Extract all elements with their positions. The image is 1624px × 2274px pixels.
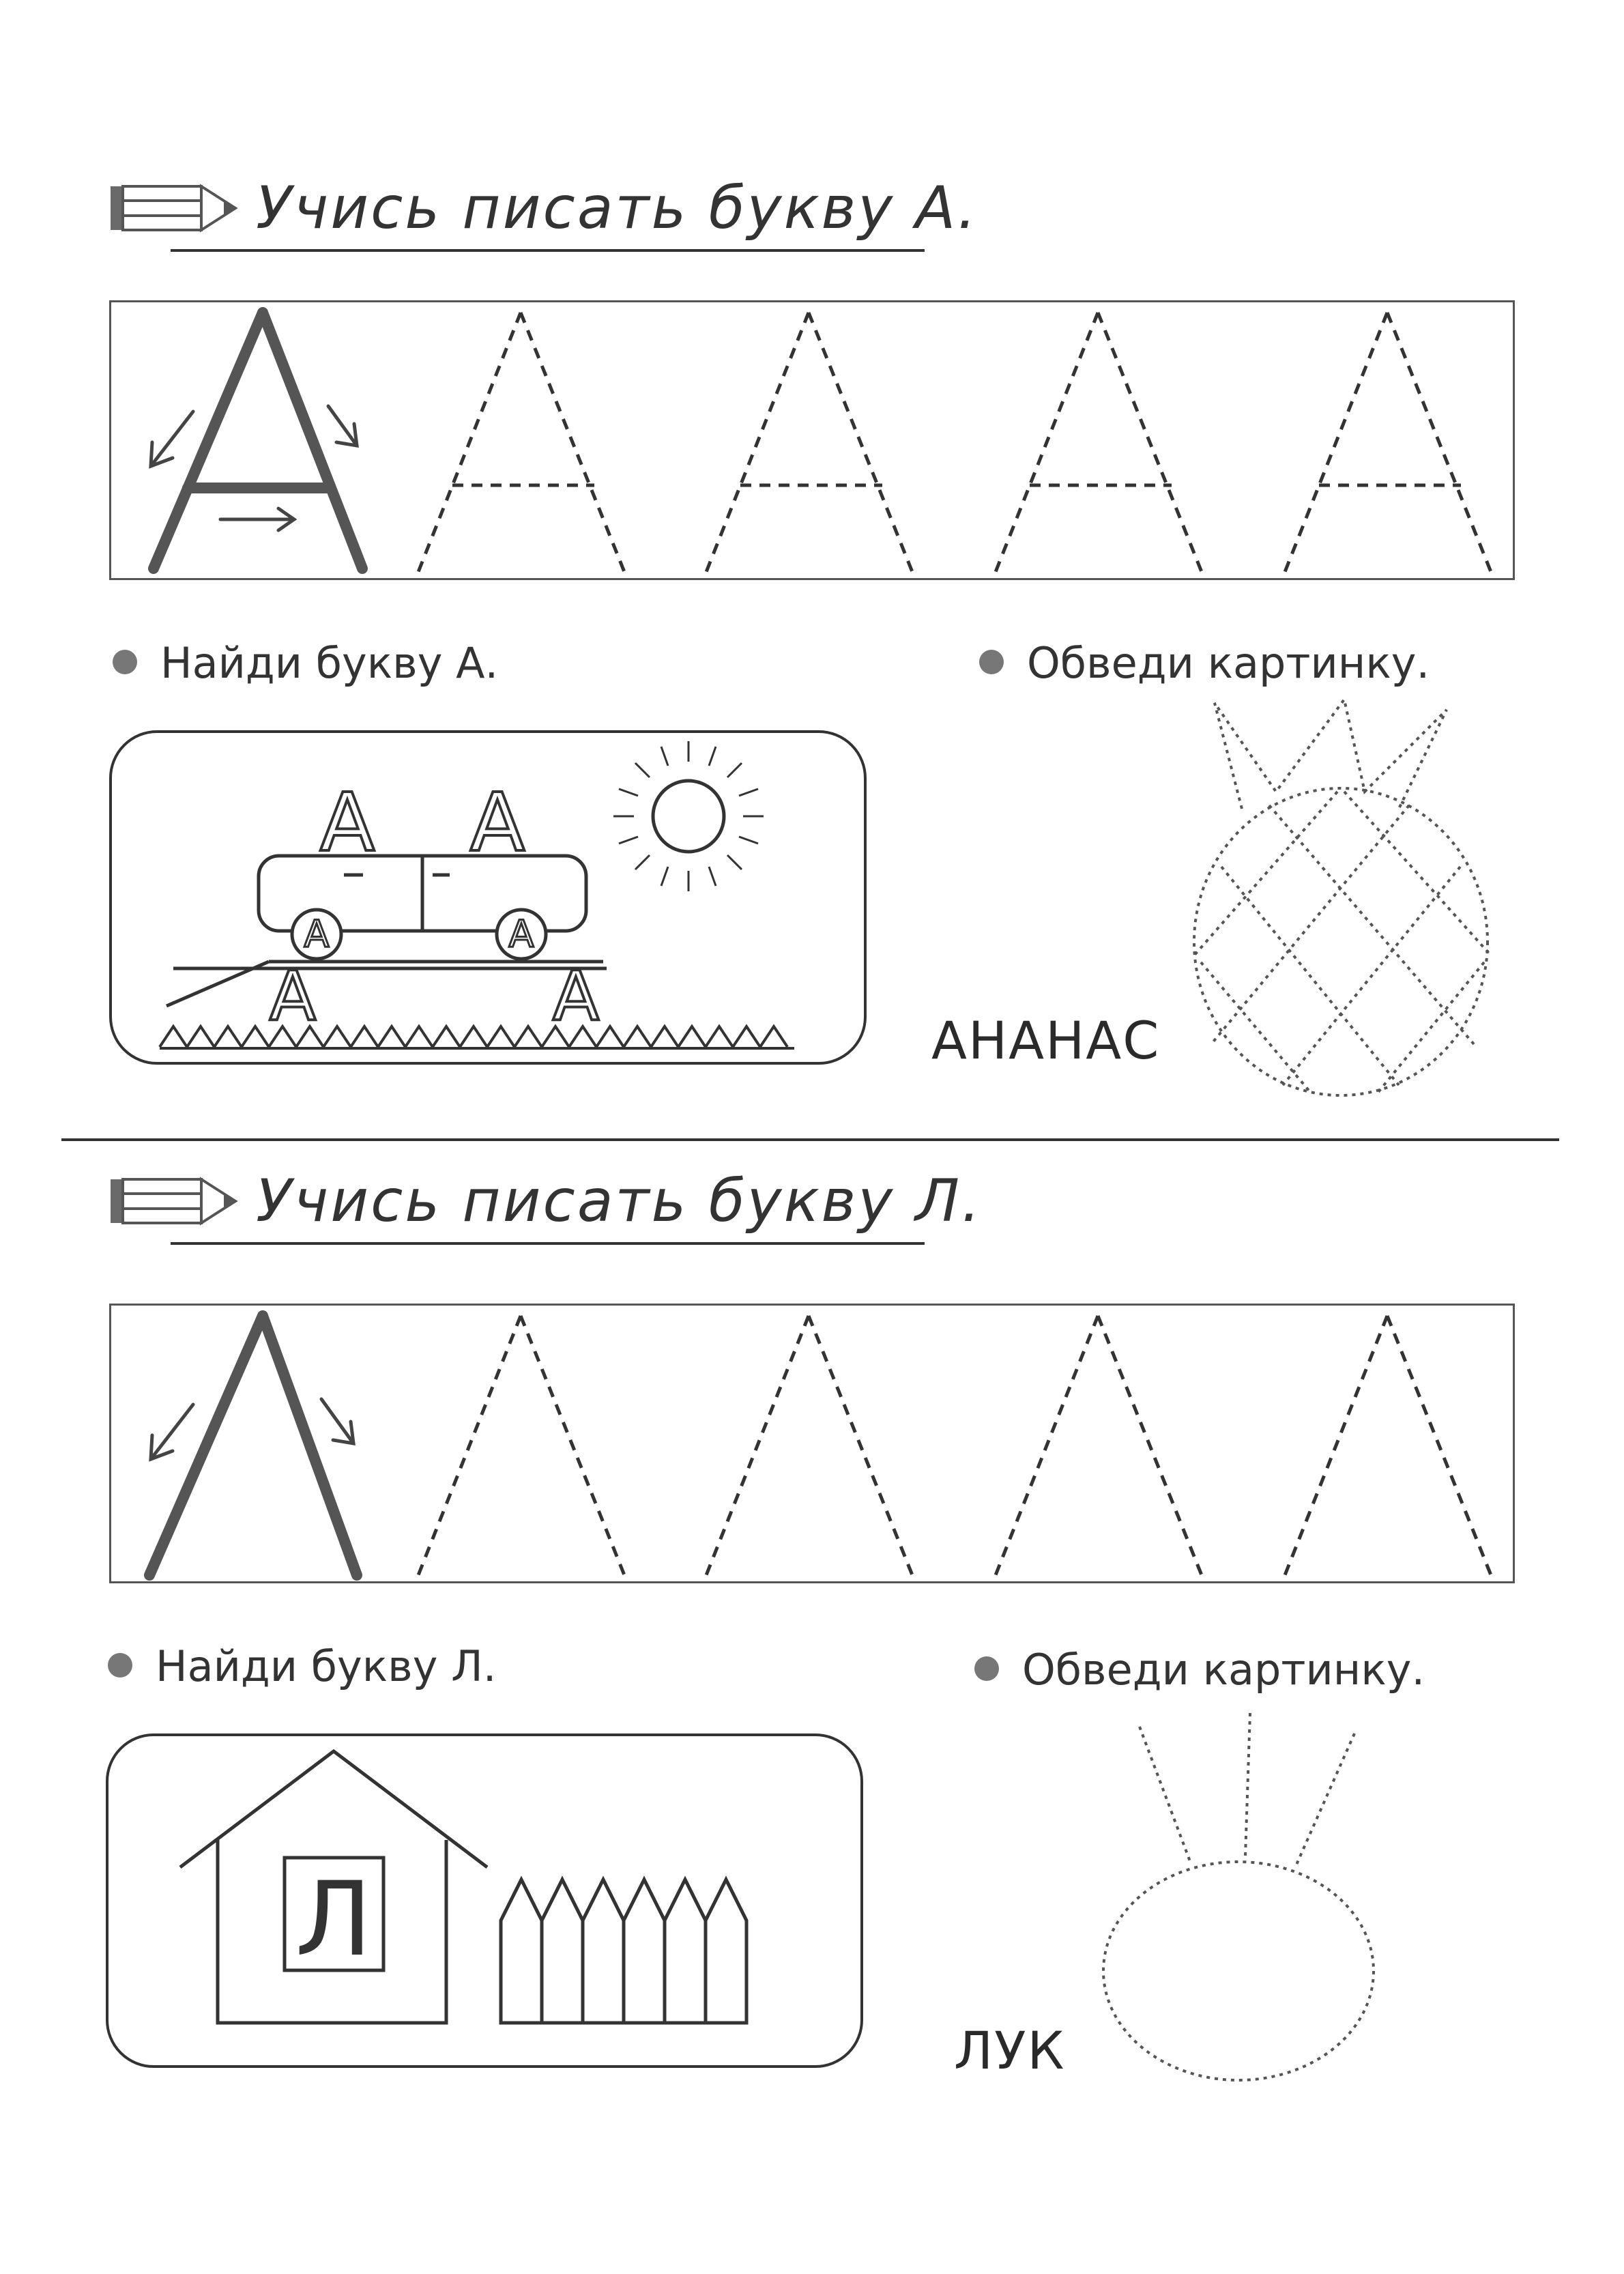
letter-a-tracing-svg xyxy=(111,302,1517,582)
hidden-letter-a: А xyxy=(304,912,330,955)
task-label: Обведи картинку. xyxy=(1027,638,1430,688)
find-letter-a-task xyxy=(113,638,498,688)
letter-l-tracing-row xyxy=(109,1304,1515,1583)
hidden-letter-a: А xyxy=(269,956,317,1036)
letter-a-tracing-row xyxy=(109,300,1515,580)
dotted-letter-l-4 xyxy=(1285,1316,1491,1575)
heading-underline xyxy=(171,249,925,252)
hidden-letter-a: А xyxy=(508,912,534,955)
heading-title: Учись писать букву Л. xyxy=(256,1167,983,1235)
pineapple-outline-icon xyxy=(1174,689,1501,1106)
task-label: Найди букву А. xyxy=(160,638,499,688)
model-letter-a xyxy=(154,313,362,568)
pineapple-trace-picture xyxy=(1174,689,1501,1106)
trace-picture-a-task xyxy=(979,638,1430,688)
pencil-icon xyxy=(109,181,239,235)
dotted-letter-a-1 xyxy=(418,313,624,572)
fence-icon xyxy=(501,1880,746,2023)
arrow-icon xyxy=(151,1399,353,1459)
bullet-dot-icon xyxy=(974,1656,999,1681)
find-letter-a-picture xyxy=(109,730,867,1065)
picture-word-pineapple: АНАНАС xyxy=(931,1010,1161,1071)
onion-outline-icon xyxy=(1092,1706,1392,2088)
zigzag-ground xyxy=(160,1026,794,1048)
hidden-letter-a: А xyxy=(469,775,525,869)
hidden-letter-a: А xyxy=(319,775,375,869)
car-icon xyxy=(166,856,607,1006)
hidden-letter-a: А xyxy=(552,956,600,1036)
picture-word-onion: ЛУК xyxy=(954,2020,1066,2081)
dotted-letter-l-3 xyxy=(996,1316,1202,1575)
letter-l-tracing-svg xyxy=(111,1306,1517,1585)
house-scene-svg xyxy=(108,1736,866,2071)
bullet-dot-icon xyxy=(113,650,137,674)
heading-title: Учись писать букву А. xyxy=(256,174,978,242)
sun-icon xyxy=(613,741,764,891)
model-letter-l xyxy=(149,1316,357,1575)
task-label: Найди букву Л. xyxy=(156,1641,497,1691)
task-label: Обведи картинку. xyxy=(1022,1645,1425,1695)
bullet-dot-icon xyxy=(108,1653,132,1678)
car-scene-svg xyxy=(112,733,869,1067)
find-letter-l-picture xyxy=(106,1733,863,2068)
find-letter-l-task xyxy=(108,1641,496,1691)
onion-trace-picture xyxy=(1092,1706,1392,2088)
bullet-dot-icon xyxy=(979,650,1004,674)
trace-picture-l-task xyxy=(974,1645,1425,1695)
heading-letter-a xyxy=(109,174,978,263)
dotted-letter-a-3 xyxy=(996,313,1202,572)
dotted-letter-l-2 xyxy=(706,1316,912,1575)
heading-letter-l xyxy=(109,1167,983,1256)
hidden-letter-l: Л xyxy=(295,1860,373,1979)
pencil-icon xyxy=(109,1174,239,1228)
dotted-letter-a-4 xyxy=(1285,313,1491,572)
section-divider xyxy=(61,1138,1559,1141)
heading-underline xyxy=(171,1242,925,1245)
dotted-letter-a-2 xyxy=(706,313,912,572)
dotted-letter-l-1 xyxy=(418,1316,624,1575)
